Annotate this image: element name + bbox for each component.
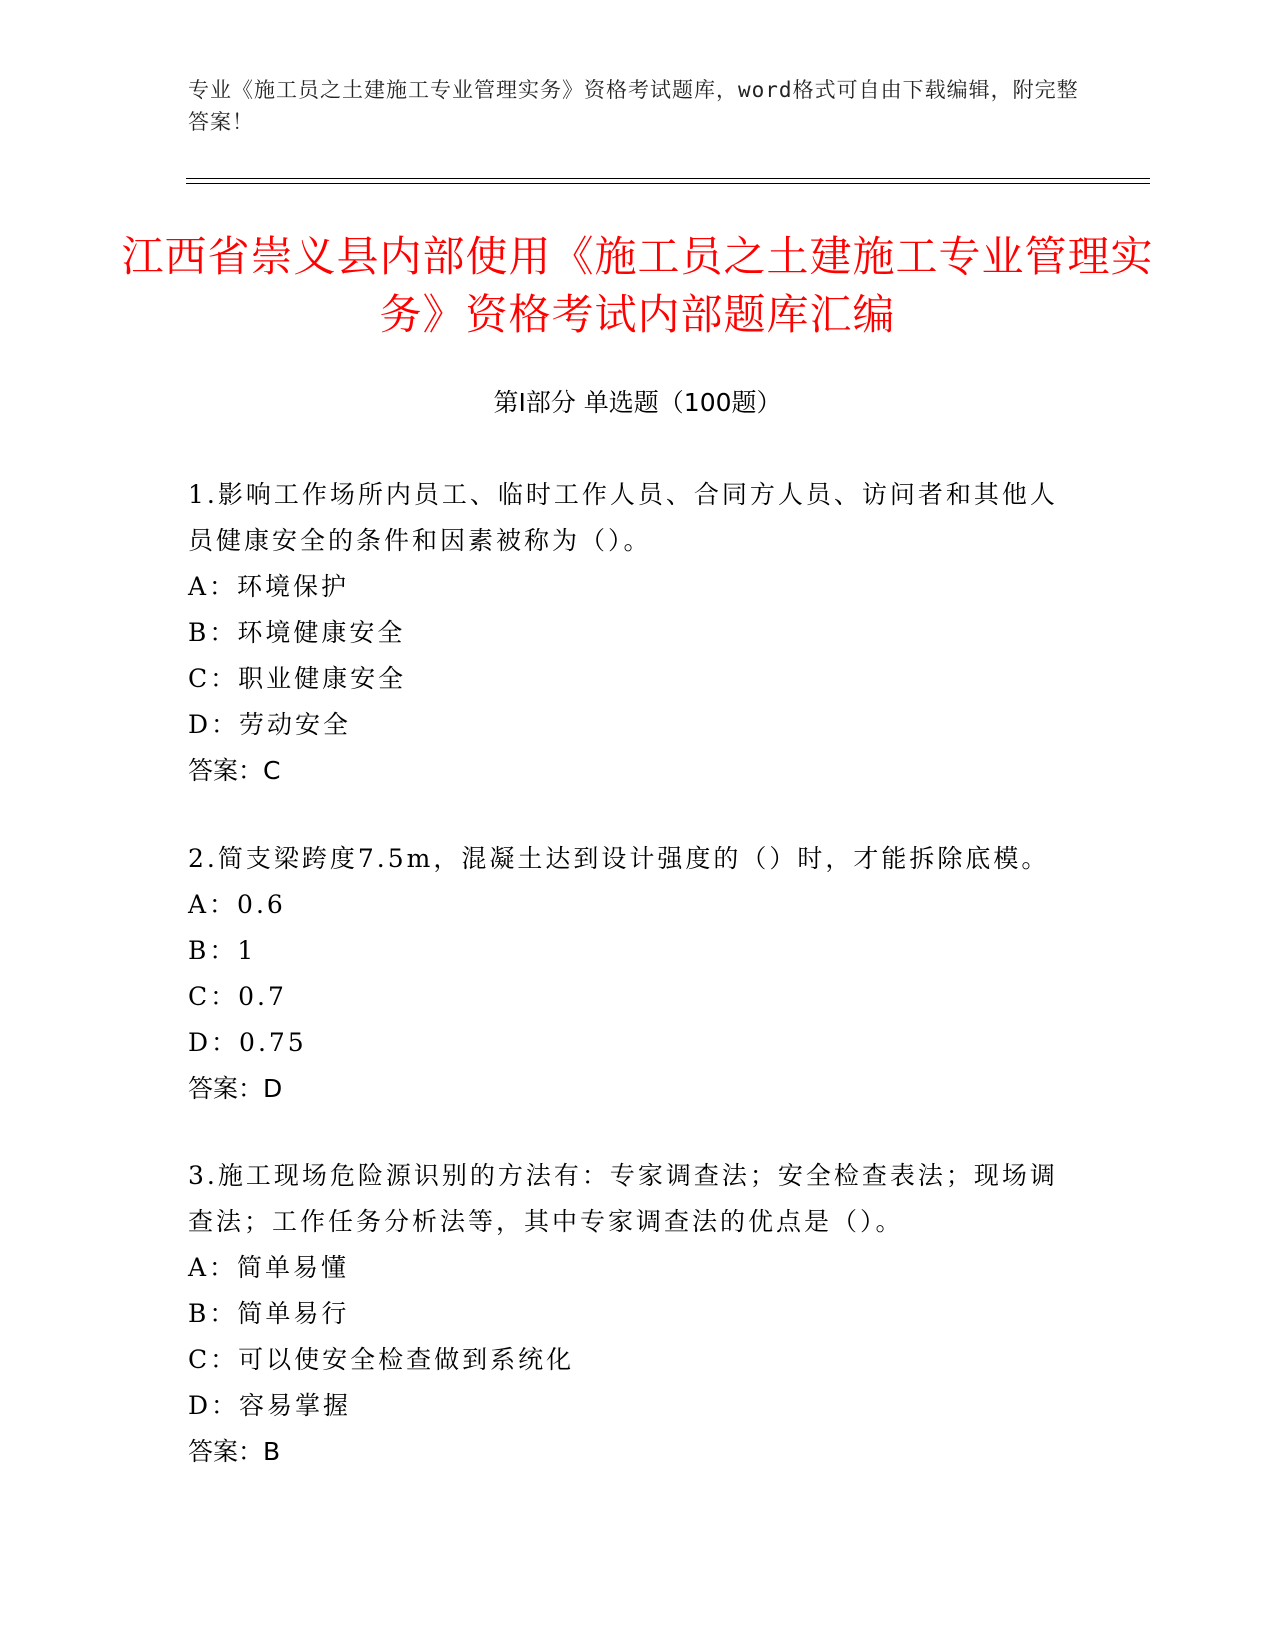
- header-divider-bottom: [186, 183, 1150, 184]
- option-d: D：劳动安全: [188, 710, 352, 739]
- question-3: [188, 1153, 1068, 1475]
- option-b: B：简单易行: [188, 1299, 350, 1328]
- option-c: C：职业健康安全: [188, 664, 407, 693]
- option-d: D：0.75: [188, 1028, 307, 1057]
- option-b: B：环境健康安全: [188, 618, 406, 647]
- option-b: B：1: [188, 936, 257, 965]
- option-d: D：容易掌握: [188, 1391, 352, 1420]
- section-title: 第Ⅰ部分 单选题（100题）: [493, 388, 782, 417]
- document-title: 江西省崇义县内部使用《施工员之土建施工专业管理实务》资格考试内部题库汇编: [121, 232, 1154, 339]
- question-1: [188, 472, 1068, 794]
- question-stem: 2.简支梁跨度7.5m，混凝土达到设计强度的（）时，才能拆除底模。: [188, 844, 1050, 873]
- answer: 答案：C: [188, 756, 281, 785]
- option-a: A：0.6: [188, 890, 286, 919]
- answer: 答案：D: [188, 1074, 283, 1103]
- header-divider-top: [186, 178, 1150, 179]
- question-stem: 1.影响工作场所内员工、临时工作人员、合同方人员、访问者和其他人员健康安全的条件和因素被称为（）。: [188, 480, 1058, 555]
- option-c: C：0.7: [188, 982, 287, 1011]
- question-2: [188, 836, 1068, 1112]
- option-a: A：简单易懂: [188, 1253, 350, 1282]
- option-c: C：可以使安全检查做到系统化: [188, 1345, 575, 1374]
- header-note: 专业《施工员之土建施工专业管理实务》资格考试题库，word格式可自由下载编辑，附完整答案！: [188, 78, 1079, 134]
- answer: 答案：B: [188, 1437, 281, 1466]
- question-stem: 3.施工现场危险源识别的方法有：专家调查法；安全检查表法；现场调查法；工作任务分析法等，其中专家调查法的优点是（）。: [188, 1161, 1058, 1236]
- option-a: A：环境保护: [188, 572, 350, 601]
